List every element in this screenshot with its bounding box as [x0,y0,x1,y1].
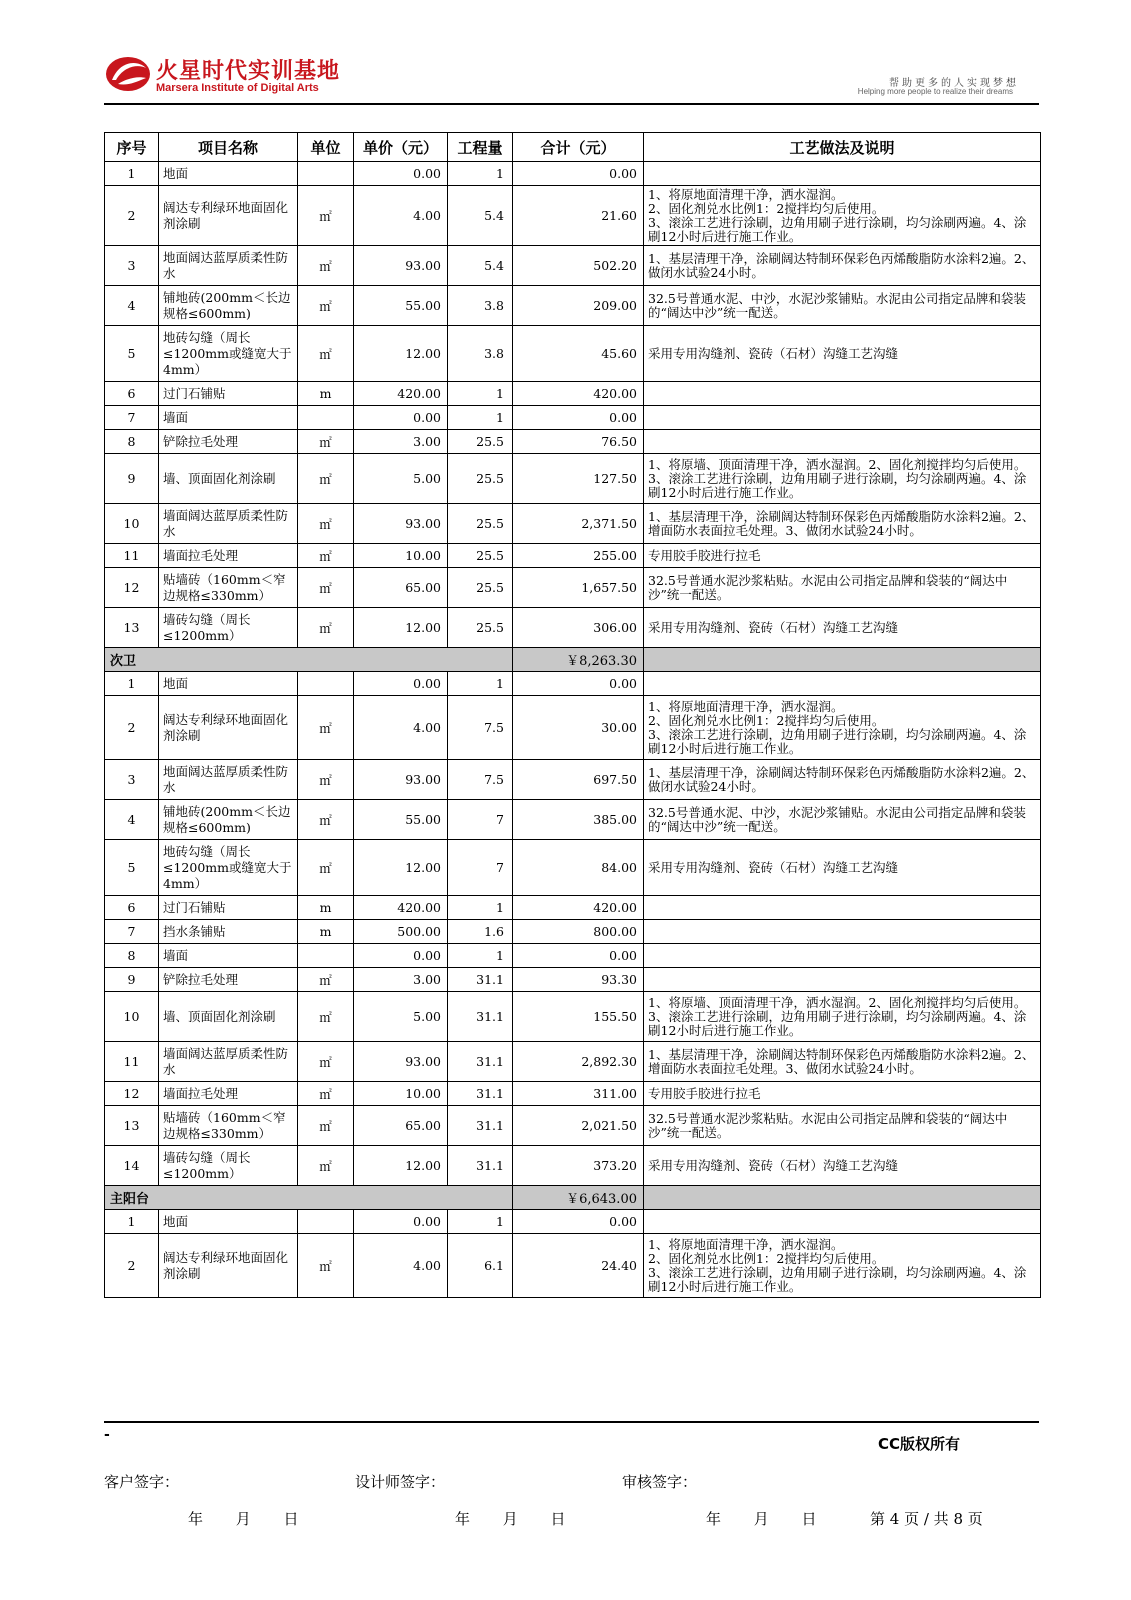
table-row [105,840,1041,896]
item-name: 地面阔达蓝厚质柔性防水 [159,760,298,800]
item-unit [298,1210,354,1234]
item-unit: ㎡ [298,992,354,1042]
customer-date-line: 年 月 日 [188,1510,299,1528]
line-total: 2,892.30 [513,1042,644,1082]
line-total: 0.00 [513,406,644,430]
unit-price: 12.00 [354,1146,448,1186]
line-total: 30.00 [513,696,644,760]
process-description [644,162,1041,186]
item-name: 墙面 [159,944,298,968]
section-title: 主阳台 [105,1186,513,1210]
column-header: 单位 [298,133,354,162]
quantity: 25.5 [448,454,513,504]
item-unit: ㎡ [298,1082,354,1106]
line-total: 2,021.50 [513,1106,644,1146]
unit-price: 3.00 [354,430,448,454]
designer-date-line: 年 月 日 [455,1510,566,1528]
item-unit: ㎡ [298,760,354,800]
quantity: 31.1 [448,992,513,1042]
item-unit: ㎡ [298,504,354,544]
process-description: 1、将原地面清理干净，洒水湿润。 2、固化剂兑水比例1：2搅拌均匀后使用。 3、滚涂工艺进行涂刷，边角用刷子进行涂刷，均匀涂刷两遍。4、涂刷12小时后进行施工作业。 [644,1234,1041,1298]
table-row [105,568,1041,608]
line-total: 255.00 [513,544,644,568]
quantity: 1 [448,672,513,696]
item-unit: ㎡ [298,286,354,326]
page-number: 第 4 页 / 共 8 页 [870,1510,983,1528]
section-total: ￥8,263.30 [513,648,644,672]
process-description: 1、将原地面清理干净，洒水湿润。 2、固化剂兑水比例1：2搅拌均匀后使用。 3、滚涂工艺进行涂刷，边角用刷子进行涂刷，均匀涂刷两遍。4、涂刷12小时后进行施工作业。 [644,696,1041,760]
unit-price: 4.00 [354,1234,448,1298]
table-row [105,1234,1041,1298]
unit-price: 3.00 [354,968,448,992]
table-row [105,920,1041,944]
item-unit: ㎡ [298,454,354,504]
process-description: 采用专用沟缝剂、瓷砖（石材）沟缝工艺沟缝 [644,840,1041,896]
item-name: 贴墙砖（160mm＜窄边规格≤330mm） [159,1106,298,1146]
item-name: 过门石铺贴 [159,382,298,406]
table-row [105,186,1041,246]
process-description [644,382,1041,406]
process-description: 采用专用沟缝剂、瓷砖（石材）沟缝工艺沟缝 [644,326,1041,382]
quantity: 5.4 [448,246,513,286]
unit-price: 5.00 [354,454,448,504]
quantity: 31.1 [448,968,513,992]
item-unit: ㎡ [298,608,354,648]
quantity: 31.1 [448,1106,513,1146]
unit-price: 65.00 [354,1106,448,1146]
table-row [105,992,1041,1042]
item-name: 阔达专利绿环地面固化剂涂刷 [159,186,298,246]
quantity: 1 [448,162,513,186]
table-row [105,1082,1041,1106]
line-total: 420.00 [513,382,644,406]
unit-price: 93.00 [354,760,448,800]
row-number: 6 [105,382,159,406]
line-total: 1,657.50 [513,568,644,608]
item-unit [298,944,354,968]
item-name: 墙面拉毛处理 [159,544,298,568]
item-unit: ㎡ [298,1042,354,1082]
item-unit: ㎡ [298,696,354,760]
process-description [644,1210,1041,1234]
copyright-text: CC版权所有 [878,1435,961,1453]
item-unit: ㎡ [298,1234,354,1298]
logo-icon [104,54,152,94]
item-unit: ㎡ [298,326,354,382]
unit-price: 0.00 [354,944,448,968]
quantity: 1 [448,896,513,920]
process-description: 专用胶手胶进行拉毛 [644,544,1041,568]
unit-price: 10.00 [354,544,448,568]
line-total: 209.00 [513,286,644,326]
unit-price: 420.00 [354,382,448,406]
process-description: 1、基层清理干净，涂刷阔达特制环保彩色丙烯酸脂防水涂料2遍。2、增面防水表面拉毛处理。3、做闭水试验24小时。 [644,504,1041,544]
quantity: 7.5 [448,760,513,800]
quantity: 1 [448,382,513,406]
row-number: 2 [105,186,159,246]
column-header: 单价（元） [354,133,448,162]
column-header: 合计（元） [513,133,644,162]
unit-price: 65.00 [354,568,448,608]
process-description: 32.5号普通水泥、中沙，水泥沙浆铺贴。水泥由公司指定品牌和袋装的“阔达中沙”统一配送。 [644,800,1041,840]
item-unit: ㎡ [298,1106,354,1146]
item-name: 墙砖勾缝（周长≤1200mm） [159,1146,298,1186]
table-row [105,896,1041,920]
quantity: 25.5 [448,430,513,454]
table-row [105,430,1041,454]
item-name: 墙面阔达蓝厚质柔性防水 [159,1042,298,1082]
table-row [105,608,1041,648]
section-header-row [105,1186,1041,1210]
item-name: 铺地砖(200mm＜长边规格≤600mm) [159,800,298,840]
process-description: 1、基层清理干净，涂刷阔达特制环保彩色丙烯酸脂防水涂料2遍。2、做闭水试验24小时。 [644,246,1041,286]
item-unit: m [298,896,354,920]
row-number: 4 [105,286,159,326]
table-row [105,286,1041,326]
quantity: 6.1 [448,1234,513,1298]
process-description [644,406,1041,430]
unit-price: 0.00 [354,672,448,696]
line-total: 24.40 [513,1234,644,1298]
item-unit: ㎡ [298,246,354,286]
process-description: 1、将原墙、顶面清理干净，洒水湿润。2、固化剂搅拌均匀后使用。3、滚涂工艺进行涂刷，边角用刷子进行涂刷，均匀涂刷两遍。4、涂刷12小时后进行施工作业。 [644,454,1041,504]
table-row [105,944,1041,968]
line-total: 311.00 [513,1082,644,1106]
item-name: 墙面阔达蓝厚质柔性防水 [159,504,298,544]
line-total: 0.00 [513,1210,644,1234]
process-description [644,896,1041,920]
process-description [644,944,1041,968]
quantity: 3.8 [448,326,513,382]
column-header: 序号 [105,133,159,162]
row-number: 2 [105,1234,159,1298]
row-number: 9 [105,968,159,992]
line-total: 155.50 [513,992,644,1042]
row-number: 10 [105,992,159,1042]
item-name: 地面阔达蓝厚质柔性防水 [159,246,298,286]
quantity: 31.1 [448,1146,513,1186]
table-row [105,544,1041,568]
column-header: 工程量 [448,133,513,162]
item-unit [298,406,354,430]
column-header: 工艺做法及说明 [644,133,1041,162]
row-number: 14 [105,1146,159,1186]
row-number: 4 [105,800,159,840]
table-header-row [105,133,1041,162]
unit-price: 0.00 [354,406,448,430]
quantity: 5.4 [448,186,513,246]
line-total: 502.20 [513,246,644,286]
quotation-table [104,132,1041,1298]
quantity: 1.6 [448,920,513,944]
page-header [104,52,1039,104]
row-number: 3 [105,760,159,800]
item-unit: m [298,382,354,406]
table-row [105,968,1041,992]
table-row [105,1042,1041,1082]
unit-price: 55.00 [354,286,448,326]
table-row [105,246,1041,286]
table-row [105,454,1041,504]
item-name: 墙面 [159,406,298,430]
section-header-row [105,648,1041,672]
unit-price: 93.00 [354,246,448,286]
row-number: 13 [105,1106,159,1146]
row-number: 13 [105,608,159,648]
line-total: 0.00 [513,162,644,186]
unit-price: 12.00 [354,326,448,382]
item-unit [298,672,354,696]
row-number: 5 [105,840,159,896]
process-description: 1、将原地面清理干净，洒水湿润。 2、固化剂兑水比例1：2搅拌均匀后使用。 3、滚涂工艺进行涂刷，边角用刷子进行涂刷，均匀涂刷两遍。4、涂刷12小时后进行施工作业。 [644,186,1041,246]
line-total: 2,371.50 [513,504,644,544]
item-name: 过门石铺贴 [159,896,298,920]
process-description: 32.5号普通水泥沙浆粘贴。水泥由公司指定品牌和袋装的“阔达中沙”统一配送。 [644,1106,1041,1146]
row-number: 11 [105,544,159,568]
item-name: 铲除拉毛处理 [159,968,298,992]
unit-price: 12.00 [354,608,448,648]
table-row [105,800,1041,840]
process-description: 32.5号普通水泥、中沙，水泥沙浆铺贴。水泥由公司指定品牌和袋装的“阔达中沙”统一配送。 [644,286,1041,326]
row-number: 12 [105,1082,159,1106]
quantity: 1 [448,406,513,430]
row-number: 6 [105,896,159,920]
table-row [105,1210,1041,1234]
unit-price: 4.00 [354,186,448,246]
table-row [105,406,1041,430]
table-row [105,1146,1041,1186]
item-unit [298,162,354,186]
line-total: 84.00 [513,840,644,896]
unit-price: 12.00 [354,840,448,896]
item-name: 墙、顶面固化剂涂刷 [159,992,298,1042]
item-name: 贴墙砖（160mm＜窄边规格≤330mm） [159,568,298,608]
row-number: 3 [105,246,159,286]
line-total: 420.00 [513,896,644,920]
item-name: 地砖勾缝（周长≤1200mm或缝宽大于4mm） [159,840,298,896]
row-number: 2 [105,696,159,760]
item-unit: ㎡ [298,840,354,896]
row-number: 12 [105,568,159,608]
designer-signature-label: 设计师签字： [355,1473,446,1491]
line-total: 373.20 [513,1146,644,1186]
quantity: 31.1 [448,1082,513,1106]
table-row [105,1106,1041,1146]
process-description: 1、将原墙、顶面清理干净，洒水湿润。2、固化剂搅拌均匀后使用。3、滚涂工艺进行涂刷，边角用刷子进行涂刷，均匀涂刷两遍。4、涂刷12小时后进行施工作业。 [644,992,1041,1042]
reviewer-signature-label: 审核签字： [622,1473,698,1491]
process-description [644,430,1041,454]
table-row [105,672,1041,696]
item-name: 挡水条铺贴 [159,920,298,944]
item-unit: ㎡ [298,186,354,246]
row-number: 9 [105,454,159,504]
table-row [105,162,1041,186]
row-number: 1 [105,672,159,696]
item-name: 地砖勾缝（周长≤1200mm或缝宽大于4mm） [159,326,298,382]
slogan-cn: 帮助更多的人实现梦想 [889,78,1019,89]
quantity: 7 [448,800,513,840]
column-header: 项目名称 [159,133,298,162]
quantity: 25.5 [448,504,513,544]
item-name: 墙砖勾缝（周长≤1200mm） [159,608,298,648]
footer-divider [104,1421,1039,1423]
item-unit: ㎡ [298,968,354,992]
quantity: 31.1 [448,1042,513,1082]
line-total: 0.00 [513,672,644,696]
item-name: 铺地砖(200mm＜长边规格≤600mm) [159,286,298,326]
row-number: 5 [105,326,159,382]
table-row [105,696,1041,760]
table-row [105,382,1041,406]
section-title: 次卫 [105,648,513,672]
row-number: 8 [105,944,159,968]
process-description: 1、基层清理干净，涂刷阔达特制环保彩色丙烯酸脂防水涂料2遍。2、增面防水表面拉毛处理。3、做闭水试验24小时。 [644,1042,1041,1082]
line-total: 93.30 [513,968,644,992]
process-description [644,968,1041,992]
unit-price: 420.00 [354,896,448,920]
process-description: 采用专用沟缝剂、瓷砖（石材）沟缝工艺沟缝 [644,1146,1041,1186]
line-total: 697.50 [513,760,644,800]
table-row [105,760,1041,800]
line-total: 76.50 [513,430,644,454]
quantity: 7.5 [448,696,513,760]
row-number: 1 [105,1210,159,1234]
header-divider [104,103,1039,105]
unit-price: 10.00 [354,1082,448,1106]
unit-price: 4.00 [354,696,448,760]
process-description: 专用胶手胶进行拉毛 [644,1082,1041,1106]
item-name: 地面 [159,162,298,186]
unit-price: 93.00 [354,504,448,544]
unit-price: 5.00 [354,992,448,1042]
table-row [105,326,1041,382]
item-unit: ㎡ [298,568,354,608]
row-number: 7 [105,406,159,430]
item-unit: ㎡ [298,544,354,568]
line-total: 21.60 [513,186,644,246]
line-total: 306.00 [513,608,644,648]
item-unit: ㎡ [298,800,354,840]
item-name: 墙、顶面固化剂涂刷 [159,454,298,504]
process-description: 32.5号普通水泥沙浆粘贴。水泥由公司指定品牌和袋装的“阔达中沙”统一配送。 [644,568,1041,608]
section-empty-cell [644,1186,1041,1210]
unit-price: 93.00 [354,1042,448,1082]
process-description: 采用专用沟缝剂、瓷砖（石材）沟缝工艺沟缝 [644,608,1041,648]
slogan-en: Helping more people to realize their dreams [857,87,1013,96]
section-total: ￥6,643.00 [513,1186,644,1210]
line-total: 0.00 [513,944,644,968]
customer-signature-label: 客户签字： [104,1473,180,1491]
item-name: 墙面拉毛处理 [159,1082,298,1106]
item-name: 铲除拉毛处理 [159,430,298,454]
brand-name-cn: 火星时代实训基地 [156,59,341,84]
quantity: 25.5 [448,608,513,648]
item-name: 阔达专利绿环地面固化剂涂刷 [159,696,298,760]
process-description: 1、基层清理干净，涂刷阔达特制环保彩色丙烯酸脂防水涂料2遍。2、做闭水试验24小时。 [644,760,1041,800]
quantity: 25.5 [448,544,513,568]
process-description [644,672,1041,696]
line-total: 127.50 [513,454,644,504]
process-description [644,920,1041,944]
row-number: 8 [105,430,159,454]
line-total: 45.60 [513,326,644,382]
item-name: 阔达专利绿环地面固化剂涂刷 [159,1234,298,1298]
row-number: 11 [105,1042,159,1082]
brand-name-en: Marsera Institute of Digital Arts [156,82,319,94]
reviewer-date-line: 年 月 日 [706,1510,817,1528]
footer-dash: - [104,1427,110,1443]
unit-price: 0.00 [354,162,448,186]
row-number: 7 [105,920,159,944]
table-body [105,162,1041,1298]
row-number: 10 [105,504,159,544]
quantity: 3.8 [448,286,513,326]
item-name: 地面 [159,1210,298,1234]
line-total: 385.00 [513,800,644,840]
item-unit: m [298,920,354,944]
section-empty-cell [644,648,1041,672]
item-unit: ㎡ [298,1146,354,1186]
quantity: 1 [448,944,513,968]
line-total: 800.00 [513,920,644,944]
quantity: 1 [448,1210,513,1234]
quantity: 7 [448,840,513,896]
unit-price: 500.00 [354,920,448,944]
unit-price: 0.00 [354,1210,448,1234]
row-number: 1 [105,162,159,186]
table-row [105,504,1041,544]
item-name: 地面 [159,672,298,696]
unit-price: 55.00 [354,800,448,840]
quantity: 25.5 [448,568,513,608]
item-unit: ㎡ [298,430,354,454]
